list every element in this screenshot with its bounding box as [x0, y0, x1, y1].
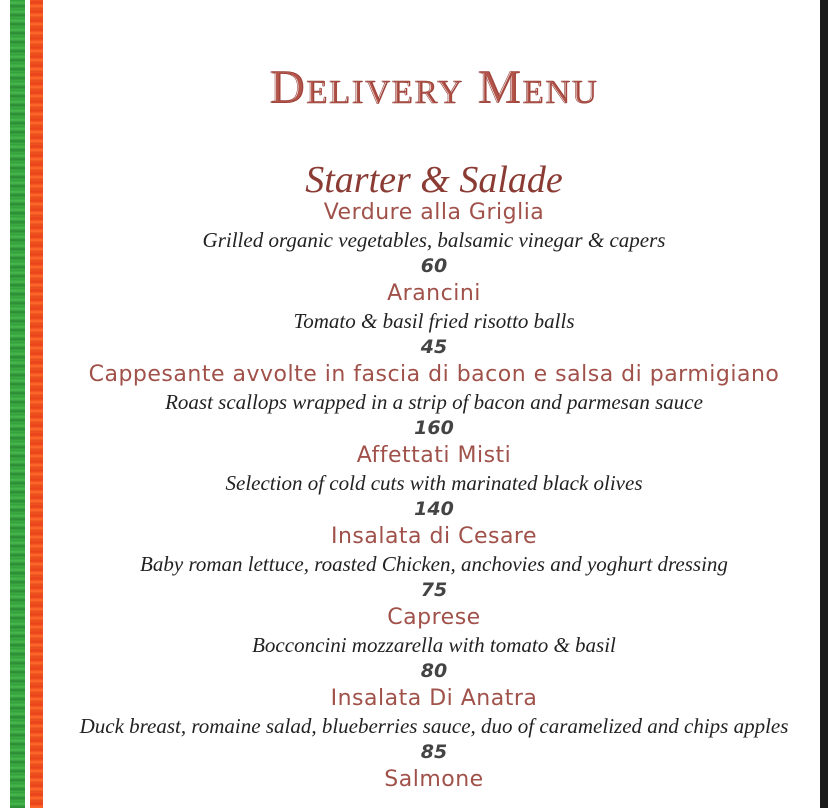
item-name: Salmone [384, 767, 484, 792]
item-description: Roast scallops wrapped in a strip of bacon and parmesan sauce [165, 390, 703, 414]
item-price: 85 [420, 741, 448, 763]
page-edge [820, 0, 828, 808]
flag-border [0, 0, 48, 808]
item-description: Bocconcini mozzarella with tomato & basil [252, 633, 616, 657]
item-name: Insalata Di Anatra [330, 686, 538, 711]
menu-item [48, 767, 820, 794]
menu-item [48, 362, 820, 443]
flag-stripe-red [30, 0, 43, 808]
menu-item [48, 443, 820, 524]
item-price: 80 [420, 660, 448, 682]
menu-items [48, 200, 820, 794]
menu-item [48, 524, 820, 605]
item-description: Grilled organic vegetables, balsamic vinegar & capers [202, 228, 666, 252]
menu-page [48, 0, 820, 808]
item-name: Insalata di Cesare [330, 524, 538, 549]
page-title: Delivery Menu [269, 61, 599, 114]
item-description: Selection of cold cuts with marinated black olives [225, 471, 643, 495]
item-price: 45 [420, 336, 448, 358]
item-price: 60 [420, 255, 448, 277]
menu-item [48, 200, 820, 281]
flag-stripe-green [10, 0, 25, 808]
item-description: Tomato & basil fried risotto balls [293, 309, 575, 333]
section-heading: Starter & Salade [305, 159, 563, 201]
item-name: Arancini [387, 281, 481, 306]
item-description: Duck breast, romaine salad, blueberries sauce, duo of caramelized and chips apples [79, 714, 789, 738]
menu-item [48, 281, 820, 362]
item-name: Verdure alla Griglia [323, 200, 545, 225]
item-name: Caprese [387, 605, 481, 630]
item-name: Affettati Misti [356, 443, 512, 468]
item-name: Cappesante avvolte in fascia di bacon e salsa di parmigiano [88, 362, 780, 387]
item-price: 160 [414, 417, 454, 439]
menu-item [48, 686, 820, 767]
item-price: 140 [414, 498, 454, 520]
item-description: Baby roman lettuce, roasted Chicken, anchovies and yoghurt dressing [140, 552, 728, 576]
menu-item [48, 605, 820, 686]
item-price: 75 [420, 579, 448, 601]
